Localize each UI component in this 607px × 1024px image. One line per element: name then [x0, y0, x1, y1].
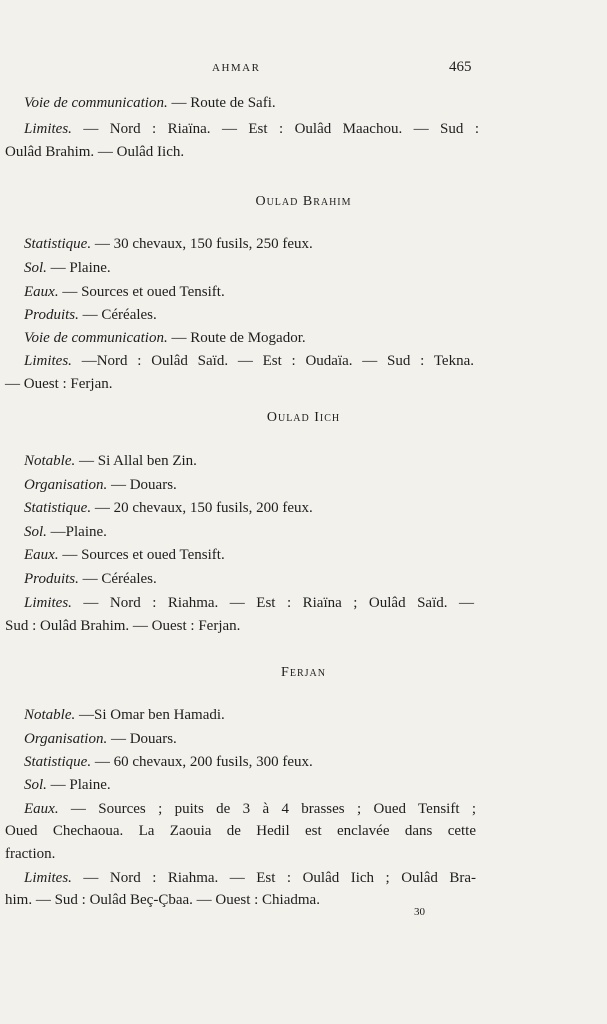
limites-entry — [24, 594, 474, 612]
limites-text: — Nord : Riahma. — Est : Oulâd Iich ; Oulâd Bra- — [71, 870, 476, 886]
sol-text: — Plaine. — [46, 260, 111, 276]
eaux-label: Eaux. — [24, 801, 59, 817]
limites-entry — [24, 352, 474, 370]
voie-entry — [24, 329, 306, 347]
notable-label: Notable. — [24, 453, 76, 469]
notable-entry — [24, 452, 197, 470]
limites-label: Limites. — [24, 870, 72, 886]
limites-text: — Nord : Riaïna. — Est : Oulâd Maachou. — Sud : — [71, 121, 479, 137]
limites-label: Limites. — [24, 121, 72, 137]
organisation-label: Organisation. — [24, 731, 108, 747]
statistique-label: Statistique. — [24, 754, 92, 770]
statistique-text: — 60 chevaux, 200 fusils, 300 feux. — [91, 754, 313, 770]
sol-text: —Plaine. — [46, 524, 107, 540]
organisation-entry — [24, 476, 177, 494]
produits-label: Produits. — [24, 307, 79, 323]
sol-label: Sol. — [24, 777, 47, 793]
voie-label: Voie de communication. — [24, 95, 168, 111]
statistique-entry — [24, 753, 313, 771]
statistique-entry — [24, 235, 313, 253]
notable-text: — Si Allal ben Zin. — [75, 453, 197, 469]
eaux-continuation: fraction. — [5, 846, 56, 862]
running-title: AHMAR — [212, 62, 261, 74]
limites-label: Limites. — [24, 353, 72, 369]
produits-text: — Céréales. — [78, 571, 157, 587]
sol-label: Sol. — [24, 524, 47, 540]
eaux-label: Eaux. — [24, 547, 59, 563]
page-number: 465 — [449, 59, 472, 75]
organisation-text: — Douars. — [107, 477, 177, 493]
eaux-entry — [24, 546, 225, 564]
sol-text: — Plaine. — [46, 777, 111, 793]
eaux-text: — Sources et oued Tensift. — [58, 547, 225, 563]
produits-entry — [24, 306, 157, 324]
sol-entry — [24, 523, 107, 541]
produits-entry — [24, 570, 157, 588]
statistique-text: — 30 chevaux, 150 fusils, 250 feux. — [91, 236, 313, 252]
notable-entry — [24, 706, 225, 724]
signature-mark: 30 — [414, 906, 425, 918]
eaux-entry — [24, 800, 476, 818]
organisation-text: — Douars. — [107, 731, 177, 747]
sol-label: Sol. — [24, 260, 47, 276]
produits-text: — Céréales. — [78, 307, 157, 323]
limites-continuation: Sud : Oulâd Brahim. — Ouest : Ferjan. — [5, 618, 241, 634]
eaux-label: Eaux. — [24, 284, 59, 300]
limites-continuation: — Ouest : Ferjan. — [5, 376, 113, 392]
limites-text: — Nord : Riahma. — Est : Riaïna ; Oulâd Saïd. — — [71, 595, 474, 611]
limites-continuation: Oulâd Brahim. — Oulâd Iich. — [5, 144, 185, 160]
voie-entry — [24, 94, 276, 112]
notable-text: —Si Omar ben Hamadi. — [75, 707, 225, 723]
limites-entry — [24, 120, 479, 138]
notable-label: Notable. — [24, 707, 76, 723]
sol-entry — [24, 259, 111, 277]
produits-label: Produits. — [24, 571, 79, 587]
voie-text: — Route de Safi. — [167, 95, 276, 111]
section-heading-ferjan: Ferjan — [281, 665, 326, 680]
organisation-entry — [24, 730, 177, 748]
limites-label: Limites. — [24, 595, 72, 611]
statistique-label: Statistique. — [24, 500, 92, 516]
eaux-continuation: Oued Chechaoua. La Zaouia de Hedil est enclavée dans cette — [5, 823, 476, 839]
statistique-text: — 20 chevaux, 150 fusils, 200 feux. — [91, 500, 313, 516]
limites-entry — [24, 869, 476, 887]
limites-continuation: him. — Sud : Oulâd Beç-Çbaa. — Ouest : Chiadma. — [5, 892, 320, 908]
eaux-entry — [24, 283, 225, 301]
voie-text: — Route de Mogador. — [167, 330, 306, 346]
section-heading-oulad-iich: Oulad Iich — [266, 410, 341, 425]
limites-text: —Nord : Oulâd Saïd. — Est : Oudaïa. — Sud : Tekna. — [71, 353, 474, 369]
running-head — [0, 59, 607, 76]
eaux-text: — Sources et oued Tensift. — [58, 284, 225, 300]
sol-entry — [24, 776, 111, 794]
section-heading-oulad-brahim: Oulad Brahim — [255, 194, 352, 209]
eaux-text: — Sources ; puits de 3 à 4 brasses ; Oued Tensift ; — [58, 801, 476, 817]
statistique-entry — [24, 499, 313, 517]
voie-label: Voie de communication. — [24, 330, 168, 346]
organisation-label: Organisation. — [24, 477, 108, 493]
statistique-label: Statistique. — [24, 236, 92, 252]
